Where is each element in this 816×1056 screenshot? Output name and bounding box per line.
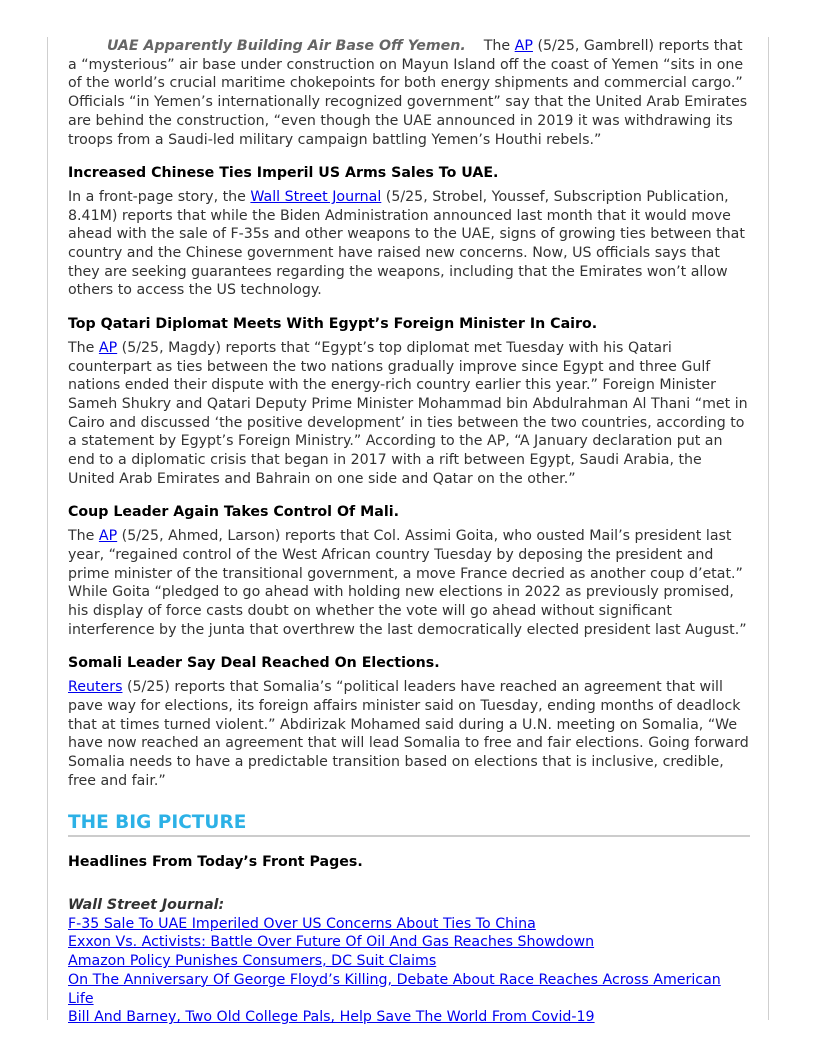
headline-list (68, 915, 750, 1027)
article-pre: The (68, 528, 99, 545)
intro-paragraph (68, 37, 750, 149)
article-source-link[interactable]: Reuters (68, 679, 123, 696)
intro-pre: The (483, 38, 515, 54)
headline-link[interactable]: F-35 Sale To UAE Imperiled Over US Concerns About Ties To China (68, 915, 536, 932)
article-body (68, 527, 750, 639)
publication-name: Wall Street Journal: (68, 897, 225, 914)
headline-link[interactable]: Exxon Vs. Activists: Battle Over Future Of Oil And Gas Reaches Showdown (68, 934, 595, 951)
article-body (68, 339, 750, 489)
right-border (768, 37, 769, 1020)
left-border (47, 37, 48, 1020)
article-body (68, 188, 750, 300)
headline-link[interactable]: Amazon Policy Punishes Consumers, DC Suit Claims (68, 953, 437, 970)
article-pre: The (68, 339, 99, 356)
article-source-link[interactable]: Wall Street Journal (250, 188, 382, 205)
article-title: Somali Leader Say Deal Reached On Elections. (68, 655, 440, 672)
headlines-title: Headlines From Today’s Front Pages. (68, 854, 363, 871)
article-text: (5/25) reports that Somalia’s “political leaders have reached an agreement that will pave way for elections, its foreign affairs minister said on Tuesday, ending months of deadlock that at times turned violent.” Abdirizak Mohamed said during a U.N. meeting on Somalia, “We have now reached an agreement that will lead Somalia to free and fair elections. Going forward Somalia needs to have a predictable transition based on elections that is inclusive, credible, free and fair.” (68, 679, 749, 789)
intro-body: (5/25, Gambrell) reports that a “mysterious” air base under construction on Mayun Island off the coast of Yemen “sits in one of the world’s crucial maritime chokepoints for both energy shipments and commercial cargo.” Officials “in Yemen’s internationally recognized government” say that the United Arab Emirates are behind the construction, “even though the UAE announced in 2019 it was withdrawing its troops from a Saudi-led military campaign battling Yemen’s Houthi rebels.” (68, 38, 748, 148)
article-text: (5/25, Strobel, Youssef, Subscription Publication, 8.41M) reports that while the Biden Administration announced last month that it would move ahead with the sale of F-35s and other weapons to the UAE, signs of growing ties between that country and the Chinese government have raised new concerns. Now, US officials says that they are seeking guarantees regarding the weapons, including that the Emirates won’t allow others to access the US technology. (68, 188, 745, 299)
article-body (68, 678, 750, 790)
intro-headline: UAE Apparently Building Air Base Off Yemen. (107, 38, 466, 54)
article-pre: In a front-page story, the (68, 188, 251, 205)
article-source-link[interactable]: AP (98, 339, 118, 356)
headline-link[interactable]: On The Anniversary Of George Floyd’s Killing, Debate About Race Reaches Across American Life (68, 971, 721, 1007)
headline-link[interactable]: Bill And Barney, Two Old College Pals, Help Save The World From Covid-19 (68, 1009, 595, 1026)
article-text: (5/25, Magdy) reports that “Egypt’s top diplomat met Tuesday with his Qatari counterpart as ties between the two nations gradually improve since Egypt and three Gulf nations ended their dispute with the energy-rich country earlier this year.” Foreign Minister Sameh Shukry and Qatari Deputy Prime Minister Mohammad bin Abdulrahman Al Thani “met in Cairo and discussed ‘the positive development’ in ties between the two countries, according to a statement by Egypt’s Foreign Ministry.” According to the AP, “A January declaration put an end to a diplomatic crisis that began in 2017 with a rift between Egypt, Saudi Arabia, the United Arab Emirates and Bahrain on one side and Qatar on the other.” (68, 339, 748, 487)
content-column (68, 37, 750, 1027)
intro-source-link[interactable]: AP (514, 38, 533, 54)
article-title: Increased Chinese Ties Imperil US Arms Sales To UAE. (68, 165, 499, 182)
article-source-link[interactable]: AP (98, 528, 118, 545)
article-text: (5/25, Ahmed, Larson) reports that Col. Assimi Goita, who ousted Mail’s president last year, “regained control of the West African country Tuesday by deposing the president and prime minister of the transitional government, a move France decried as another coup d’etat.” While Goita “pledged to go ahead with holding new elections in 2022 as previously promised, his display of force casts doubt on whether the vote will go ahead without significant interference by the junta that overthrew the last democratically elected president last August.” (68, 528, 747, 638)
section-title: THE BIG PICTURE (68, 812, 750, 837)
article-title: Coup Leader Again Takes Control Of Mali. (68, 504, 399, 521)
article-title: Top Qatari Diplomat Meets With Egypt’s Foreign Minister In Cairo. (68, 316, 598, 333)
